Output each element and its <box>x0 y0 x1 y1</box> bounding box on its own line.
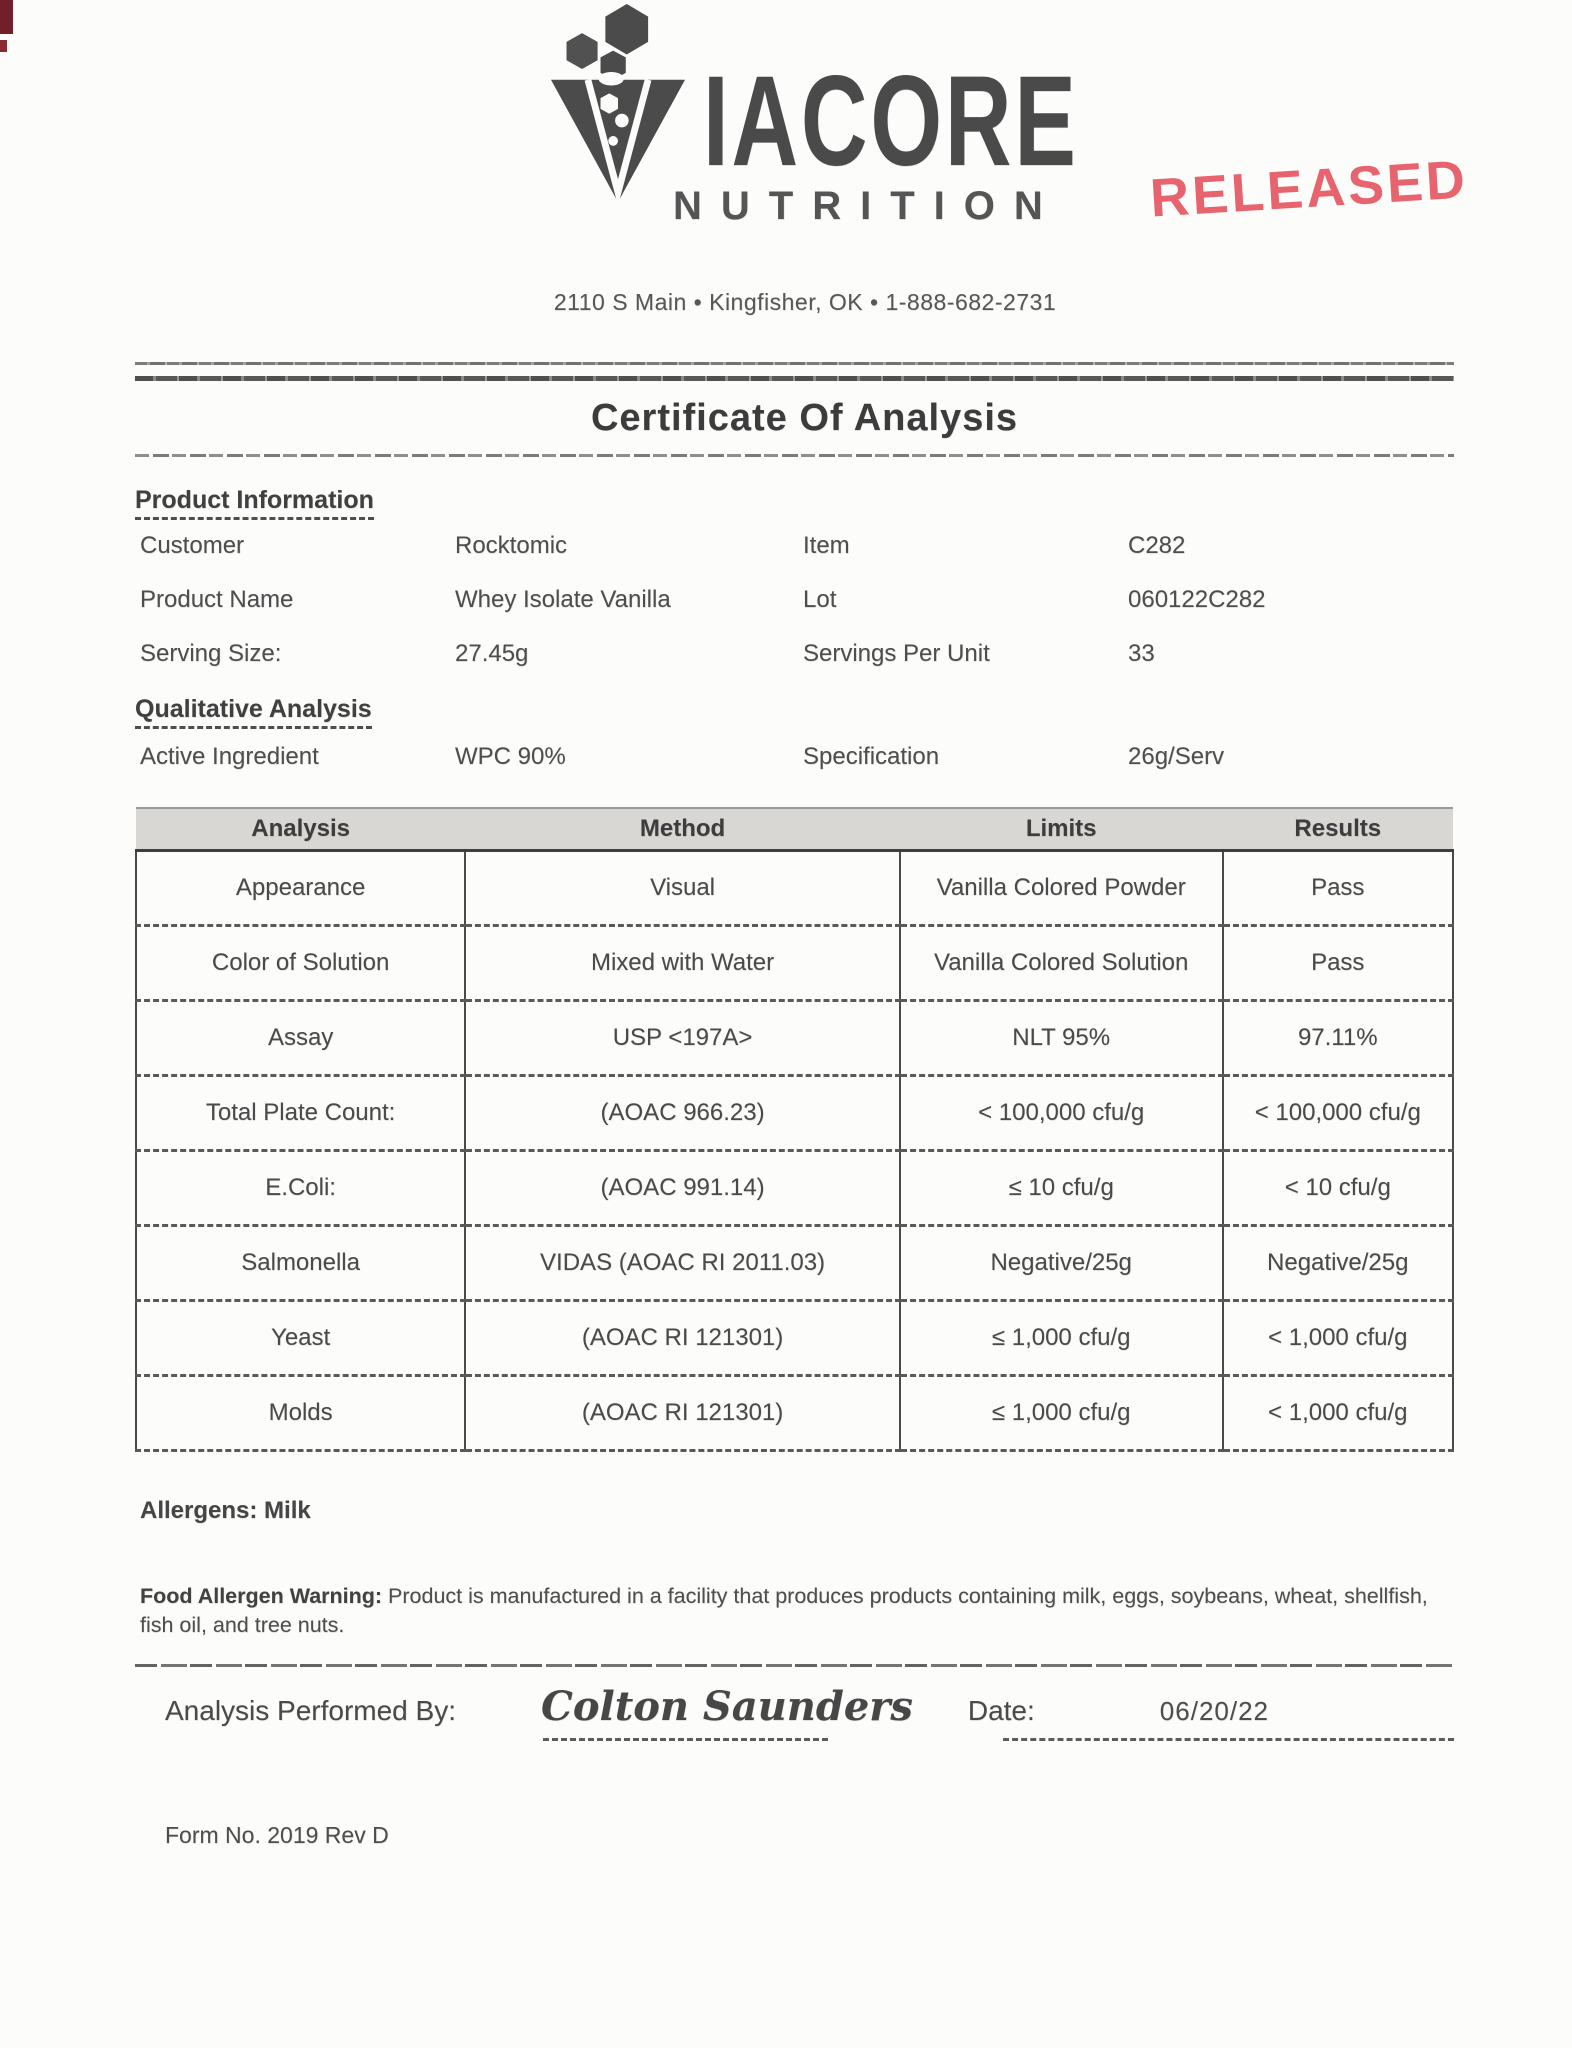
field-label: Servings Per Unit <box>803 640 990 667</box>
limits-cell: NLT 95% <box>900 1001 1223 1076</box>
divider-double-bottom <box>135 376 1454 381</box>
method-cell: USP <197A> <box>465 1001 900 1076</box>
page-title: Certificate Of Analysis <box>590 397 1019 439</box>
divider-above-signature <box>135 1664 1454 1667</box>
results-cell: Negative/25g <box>1223 1226 1453 1301</box>
product-information-grid <box>135 532 1454 694</box>
method-cell: VIDAS (AOAC RI 2011.03) <box>465 1226 900 1301</box>
allergens-line: Allergens: Milk <box>140 1497 311 1524</box>
table-row <box>136 1226 1453 1301</box>
signature-row <box>135 1683 1454 1730</box>
table-row <box>136 926 1453 1001</box>
analysis-cell: Appearance <box>136 851 465 926</box>
method-cell: (AOAC RI 121301) <box>465 1376 900 1451</box>
table-header-row <box>136 808 1453 851</box>
limits-cell: ≤ 1,000 cfu/g <box>900 1301 1223 1376</box>
analysis-cell: Total Plate Count: <box>136 1076 465 1151</box>
results-cell: < 1,000 cfu/g <box>1223 1376 1453 1451</box>
logo-main-text: IACORE <box>703 50 1079 193</box>
limits-cell: ≤ 1,000 cfu/g <box>900 1376 1223 1451</box>
table-row <box>136 1076 1453 1151</box>
limits-cell: < 100,000 cfu/g <box>900 1076 1223 1151</box>
signature-underline <box>543 1738 828 1741</box>
field-label: Product Name <box>140 586 294 613</box>
limits-cell: Vanilla Colored Powder <box>900 851 1223 926</box>
qualitative-analysis-heading: Qualitative Analysis <box>135 694 372 729</box>
method-cell: Mixed with Water <box>465 926 900 1001</box>
field-label: Lot <box>803 586 837 613</box>
field-value: WPC 90% <box>455 743 566 770</box>
analysis-cell: Assay <box>136 1001 465 1076</box>
table-row <box>136 1376 1453 1451</box>
released-stamp: RELEASED <box>1148 149 1470 229</box>
results-cell: Pass <box>1223 926 1453 1001</box>
field-label: Customer <box>140 532 245 559</box>
company-address: 2110 S Main • Kingfisher, OK • 1-888-682-2731 <box>553 289 1057 315</box>
column-header: Analysis <box>136 808 465 851</box>
table-row <box>136 1151 1453 1226</box>
field-value: 27.45g <box>455 640 529 667</box>
date-underline <box>1003 1738 1454 1741</box>
viacore-logo <box>545 2 1225 229</box>
analysis-cell: Salmonella <box>136 1226 465 1301</box>
analysis-cell: Yeast <box>136 1301 465 1376</box>
field-label: Specification <box>803 743 940 770</box>
limits-cell: ≤ 10 cfu/g <box>900 1151 1223 1226</box>
form-number: Form No. 2019 Rev D <box>165 1822 389 1848</box>
results-cell: < 1,000 cfu/g <box>1223 1301 1453 1376</box>
method-cell: (AOAC RI 121301) <box>465 1301 900 1376</box>
field-value: C282 <box>1128 532 1186 559</box>
method-cell: (AOAC 966.23) <box>465 1076 900 1151</box>
table-row <box>136 1001 1453 1076</box>
divider-under-title <box>135 454 1454 457</box>
column-header: Method <box>465 808 900 851</box>
logo-sub-text: NUTRITION <box>673 184 1062 228</box>
field-value: 060122C282 <box>1128 586 1266 613</box>
product-information-heading: Product Information <box>135 485 374 520</box>
results-cell: < 100,000 cfu/g <box>1223 1076 1453 1151</box>
field-label: Active Ingredient <box>140 743 319 770</box>
analysis-cell: Molds <box>136 1376 465 1451</box>
signature-name: Colton Saunders <box>541 1683 913 1730</box>
field-label: Item <box>803 532 850 559</box>
analysis-cell: E.Coli: <box>136 1151 465 1226</box>
table-row <box>136 851 1453 926</box>
column-header: Limits <box>900 808 1223 851</box>
field-value: 26g/Serv <box>1128 743 1225 770</box>
method-cell: (AOAC 991.14) <box>465 1151 900 1226</box>
date-label: Date: <box>967 1695 1035 1726</box>
analysis-performed-by-label: Analysis Performed By: <box>165 1695 456 1726</box>
column-header: Results <box>1223 808 1453 851</box>
flask-logo-icon <box>545 2 691 206</box>
method-cell: Visual <box>465 851 900 926</box>
table-row <box>136 1301 1453 1376</box>
scan-artifact <box>0 40 7 52</box>
results-cell: 97.11% <box>1223 1001 1453 1076</box>
allergen-warning-text: Product is manufactured in a facility that produces products containing milk, eggs, soybeans, wheat, shellfish, fish oil, and tree nuts. <box>140 1584 1428 1637</box>
allergen-warning-label: Food Allergen Warning: <box>140 1584 383 1608</box>
logo-wordmark <box>673 50 1225 229</box>
allergen-warning <box>140 1582 1430 1640</box>
limits-cell: Vanilla Colored Solution <box>900 926 1223 1001</box>
results-cell: Pass <box>1223 851 1453 926</box>
analysis-cell: Color of Solution <box>136 926 465 1001</box>
divider-double-top <box>135 362 1454 365</box>
date-value: 06/20/22 <box>1159 1696 1270 1726</box>
qualitative-analysis-grid <box>135 743 1454 773</box>
field-value: 33 <box>1128 640 1155 667</box>
scan-artifact <box>0 0 13 34</box>
certificate-content <box>135 356 1454 1849</box>
analysis-results-table <box>135 807 1454 1452</box>
field-value: Rocktomic <box>455 532 568 559</box>
field-label: Serving Size: <box>140 640 282 667</box>
limits-cell: Negative/25g <box>900 1226 1223 1301</box>
field-value: Whey Isolate Vanilla <box>455 586 671 613</box>
results-cell: < 10 cfu/g <box>1223 1151 1453 1226</box>
